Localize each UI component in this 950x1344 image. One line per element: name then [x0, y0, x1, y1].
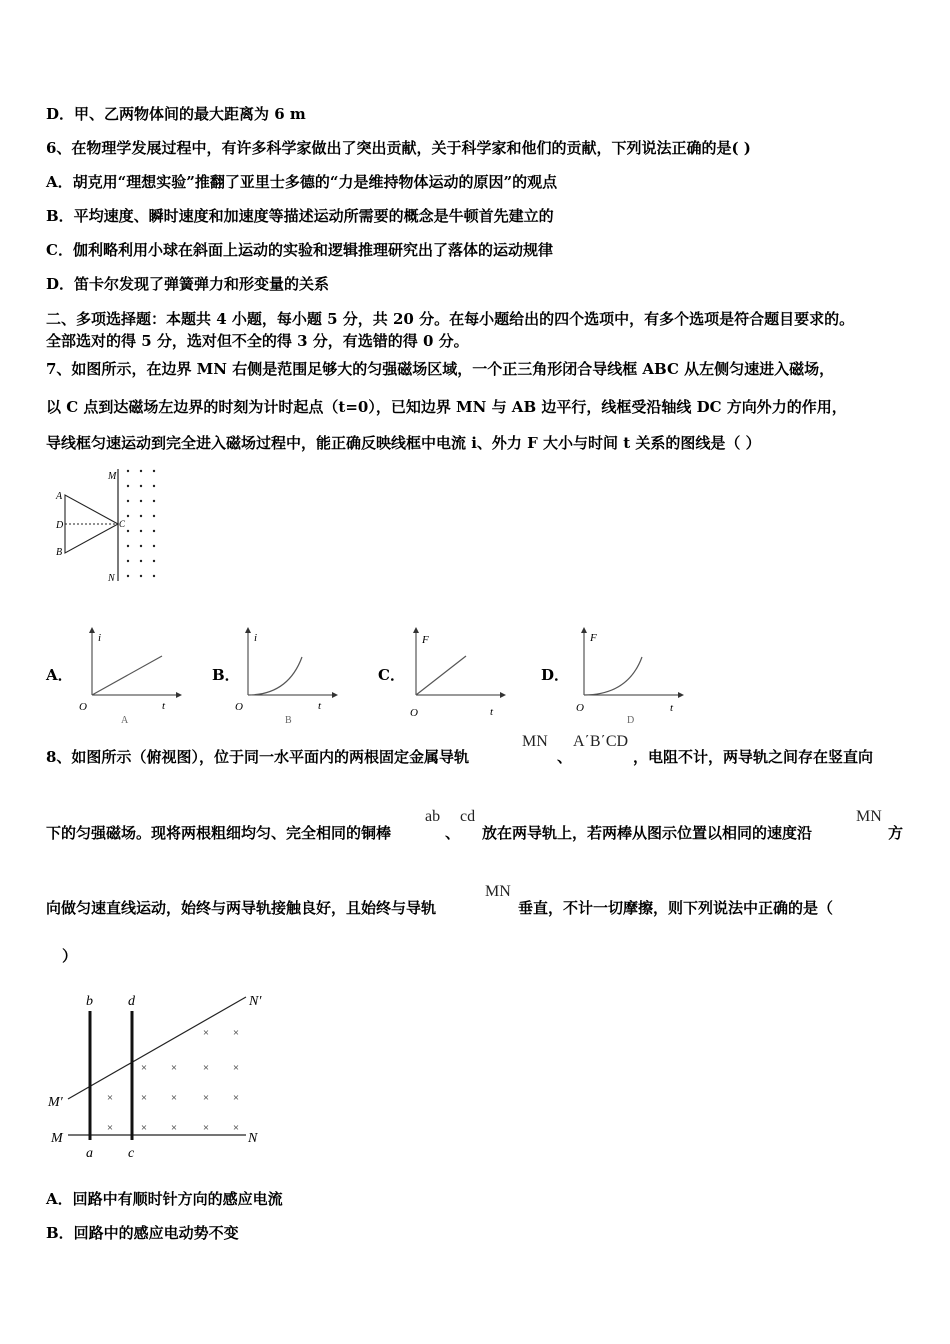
rail-m-prime-n-prime [68, 997, 246, 1099]
graph-b-ylabel: i [254, 632, 258, 644]
graph-d-origin: O [576, 702, 584, 714]
q8-math-mn-1: MN [522, 733, 548, 750]
q8-line-3-a: 向做匀速直线运动，始终与两导轨接触良好，且始终与导轨 [46, 899, 437, 917]
q8-math-mn-2: MN [856, 808, 882, 825]
label-n: N [248, 1131, 258, 1146]
graph-b-caption: B [285, 715, 292, 726]
q6-option-b: B．平均速度、瞬时速度和加速度等描述运动所需要的概念是牛顿首先建立的 [46, 207, 554, 225]
graph-a-ylabel: i [98, 632, 102, 644]
label-rod-b: b [86, 994, 93, 1009]
q7-option-d-label: D． [541, 666, 570, 684]
graph-d-caption: D [627, 715, 635, 726]
label-n: N [108, 573, 115, 584]
q8-option-a: A．回路中有顺时针方向的感应电流 [46, 1190, 283, 1208]
graph-b-xlabel: t [318, 700, 322, 712]
graph-a-origin: O [79, 701, 87, 713]
q8-line-3-b: 垂直，不计一切摩擦，则下列说法中正确的是（ [518, 899, 834, 917]
svg-text:×: × [202, 1027, 210, 1039]
graph-a-curve [92, 656, 162, 695]
graph-d-curve [584, 657, 642, 695]
q6-option-a: A．胡克用“理想实验”推翻了亚里士多德的“力是维持物体运动的原因”的观点 [46, 173, 558, 191]
q7-line-1: 7、如图所示，在边界 MN 右侧是范围足够大的匀强磁场区域，一个正三角形闭合导线框 ABC 从左侧匀速进入磁场， [46, 360, 835, 378]
graph-c-xlabel: t [490, 706, 494, 718]
graph-b-curve [248, 657, 302, 695]
q8-line-1-a: 8、如图所示（俯视图），位于同一水平面内的两根固定金属导轨 [46, 748, 469, 766]
graph-b-origin: O [235, 701, 243, 713]
graph-c-origin: O [410, 707, 418, 719]
graph-d-xlabel: t [670, 702, 674, 714]
label-d: D [56, 520, 64, 531]
q7-line-3: 导线框匀速运动到完全进入磁场过程中，能正确反映线框中电流 i、外力 F 大小与时间 t 关系的图线是（ ） [46, 434, 761, 452]
svg-text:×: × [232, 1122, 240, 1134]
label-m: M [51, 1131, 63, 1146]
svg-text:×: × [202, 1092, 210, 1104]
q6-option-c: C．伽利略利用小球在斜面上运动的实验和逻辑推理研究出了落体的运动规律 [46, 241, 553, 259]
magnetic-field-crosses [107, 1027, 239, 1134]
q8-line-2-c: 放在两导轨上，若两棒从图示位置以相同的速度沿 [482, 824, 813, 842]
svg-text:×: × [170, 1122, 178, 1134]
section-heading: 二、多项选择题：本题共 4 小题，每小题 5 分，共 20 分。在每小题给出的四个选项中，有多个选项是符合题目要求的。 [46, 310, 855, 328]
svg-text:×: × [106, 1092, 114, 1104]
svg-text:×: × [170, 1092, 178, 1104]
svg-text:×: × [140, 1062, 148, 1074]
magnetic-field-dots [127, 470, 155, 577]
q5-option-d: D．甲、乙两物体间的最大距离为 6 m [46, 105, 306, 123]
q8-math-cd: cd [460, 808, 476, 825]
svg-text:×: × [170, 1062, 178, 1074]
graph-a-caption: A [121, 715, 129, 726]
graph-a-xlabel: t [162, 700, 166, 712]
q8-option-b: B．回路中的感应电动势不变 [46, 1224, 239, 1242]
q8-line-1-c: ，电阻不计，两导轨之间存在竖直向 [633, 748, 874, 766]
svg-text:×: × [232, 1062, 240, 1074]
label-m-prime: M′ [48, 1095, 63, 1110]
q8-math-ab: ab [425, 808, 441, 825]
q7-graph-c [398, 625, 508, 720]
label-rod-c: c [128, 1146, 135, 1161]
svg-text:×: × [140, 1122, 148, 1134]
label-a: A [56, 491, 63, 502]
q8-line-2-b: 、 [445, 824, 461, 842]
q7-option-a-label: A． [46, 666, 73, 684]
svg-text:×: × [232, 1092, 240, 1104]
q6-option-d: D．笛卡尔发现了弹簧弹力和形变量的关系 [46, 275, 330, 293]
q7-figure [50, 465, 165, 585]
q7-option-c-label: C． [378, 666, 405, 684]
q6-stem: 6、在物理学发展过程中，有许多科学家做出了突出贡献，关于科学家和他们的贡献，下列说法正确的是( ) [46, 139, 751, 157]
label-m: M [108, 471, 117, 482]
q8-figure [46, 985, 276, 1165]
q8-line-2-a: 下的匀强磁场。现将两根粗细均匀、完全相同的铜棒 [46, 824, 392, 842]
graph-d-ylabel: F [590, 632, 597, 644]
label-rod-a: a [86, 1146, 93, 1161]
graph-c-curve [416, 656, 466, 695]
q7-option-b-label: B． [212, 666, 240, 684]
section-scoring: 全部选对的得 5 分，选对但不全的得 3 分，有选错的得 0 分。 [46, 332, 469, 350]
q8-line-2-d: 方 [888, 824, 904, 842]
svg-text:×: × [232, 1027, 240, 1039]
q7-line-2: 以 C 点到达磁场左边界的时刻为计时起点（t=0），已知边界 MN 与 AB 边平行，线框受沿轴线 DC 方向外力的作用， [46, 398, 847, 416]
q8-line-4: ） [62, 947, 78, 965]
label-b: B [56, 547, 63, 558]
q8-line-1-b: 、 [557, 748, 573, 766]
svg-text:×: × [140, 1092, 148, 1104]
q8-math-mn-3: MN [485, 883, 511, 900]
q8-math-abcd: A΄B΄CD [573, 733, 629, 750]
svg-text:×: × [106, 1122, 114, 1134]
label-c: C [119, 519, 126, 529]
svg-text:×: × [202, 1122, 210, 1134]
label-n-prime: N′ [249, 994, 262, 1009]
q7-graph-a [74, 625, 184, 726]
graph-c-ylabel: F [422, 634, 429, 646]
q7-graph-d [566, 625, 686, 726]
svg-text:×: × [202, 1062, 210, 1074]
label-rod-d: d [128, 994, 135, 1009]
q7-graph-b [230, 625, 340, 726]
